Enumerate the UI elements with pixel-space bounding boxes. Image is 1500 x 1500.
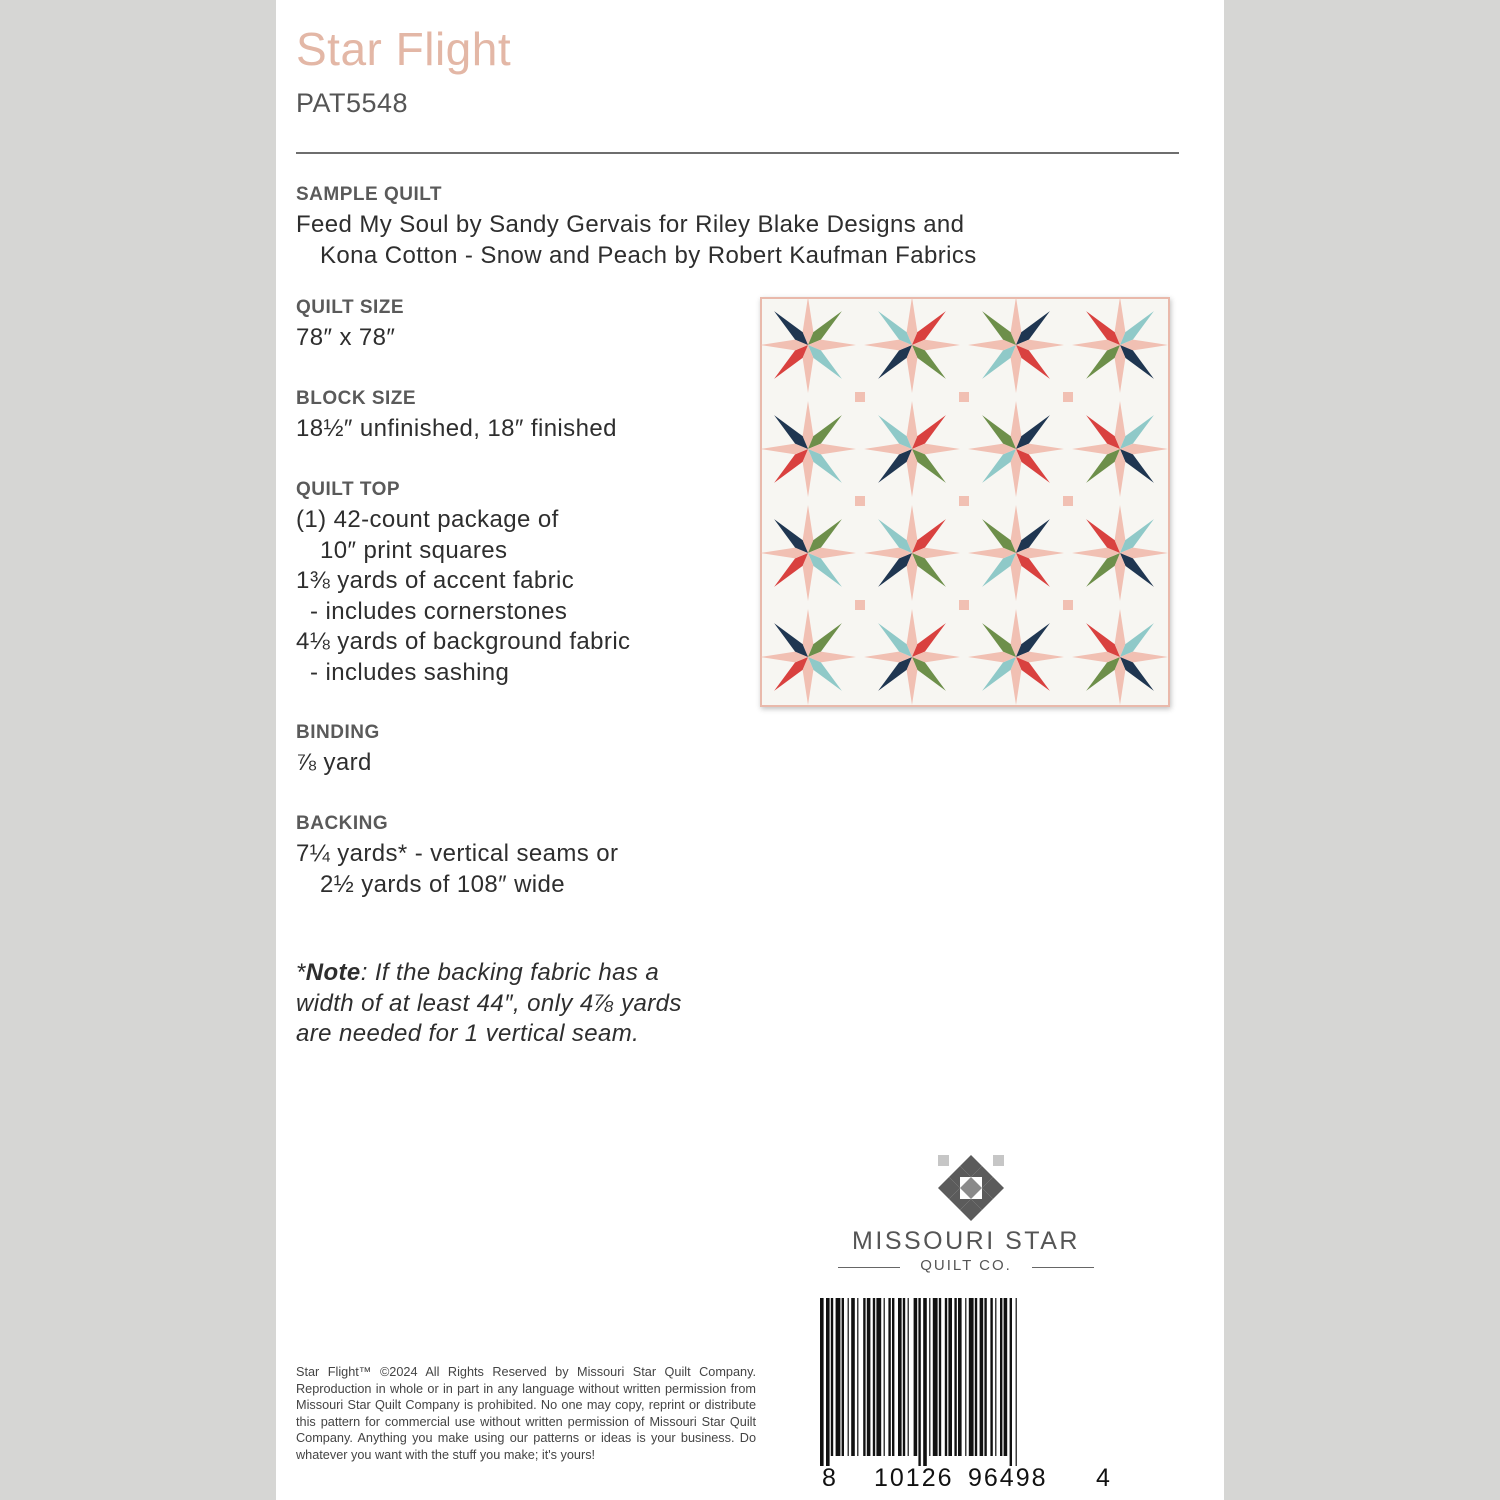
- cornerstone: [855, 496, 865, 506]
- pattern-back-cover: [276, 0, 1224, 1500]
- backing-heading: BACKING: [296, 813, 389, 834]
- barcode-bar: [903, 1298, 905, 1456]
- barcode-bar: [867, 1298, 871, 1456]
- barcode-bar: [939, 1298, 941, 1456]
- copyright-notice: Star Flight™ ©2024 All Rights Reserved by Missouri Star Quilt Company. Reproduction in whole or in part in any language without written permission from Missouri Star Quilt Company is prohibited. No one may copy, reprint or distribute this pattern for commercial use without written permission of Missouri Star Quilt Company. Anything you make using our patterns or ideas is your business. Do whatever you want with the stuff you make; it's yours!: [296, 1365, 756, 1462]
- barcode-bar: [995, 1298, 996, 1456]
- barcode-bar: [884, 1298, 885, 1456]
- barcode-bar: [980, 1298, 984, 1456]
- barcode-bar: [836, 1298, 841, 1456]
- quilt-top-line: 10″ print squares: [320, 536, 508, 564]
- sample-quilt-heading: SAMPLE QUILT: [296, 184, 443, 205]
- cornerstone: [959, 600, 969, 610]
- barcode-digit: 4: [1096, 1464, 1110, 1492]
- barcode-bar: [1010, 1298, 1012, 1466]
- quilt-size-heading: QUILT SIZE: [296, 297, 405, 318]
- barcode-bar: [948, 1298, 952, 1456]
- barcode-bar: [984, 1298, 986, 1456]
- star-block: [968, 297, 1064, 393]
- barcode-digits-left: 10126: [874, 1464, 954, 1492]
- backing-section: [296, 813, 618, 900]
- star-block: [864, 505, 960, 601]
- cornerstone: [959, 392, 969, 402]
- star-block: [1072, 609, 1168, 705]
- barcode-bar: [929, 1298, 930, 1456]
- block-size-heading: BLOCK SIZE: [296, 388, 417, 409]
- barcode-bar: [918, 1298, 920, 1466]
- note-asterisk: *: [296, 959, 306, 986]
- star-block: [864, 609, 960, 705]
- barcode-bar: [1016, 1298, 1017, 1466]
- barcode-bar: [842, 1298, 844, 1456]
- cornerstone: [1063, 496, 1073, 506]
- star-block: [864, 401, 960, 497]
- missouri-star-logo: [836, 1155, 1096, 1280]
- star-block: [864, 297, 960, 393]
- logo-rule-right: [1032, 1267, 1094, 1268]
- barcode-bar: [857, 1298, 858, 1456]
- barcode-bar: [831, 1298, 833, 1456]
- barcode-bar: [1000, 1298, 1002, 1456]
- barcode-bar: [908, 1298, 909, 1456]
- backing-text: [296, 839, 618, 900]
- quilt-size-value: 78″ x 78″: [296, 324, 396, 351]
- block-size-value: 18½″ unfinished, 18″ finished: [296, 415, 617, 442]
- barcode-bar: [1004, 1298, 1008, 1456]
- star-block: [968, 401, 1064, 497]
- star-block: [760, 401, 856, 497]
- block-size-section: [296, 388, 617, 445]
- brand-name: MISSOURI STAR: [852, 1227, 1080, 1255]
- barcode-bar: [969, 1298, 974, 1456]
- binding-section: [296, 722, 380, 779]
- star-logo-icon: [938, 1155, 1004, 1221]
- star-block: [968, 609, 1064, 705]
- sample-quilt-line: Kona Cotton - Snow and Peach by Robert Kaufman Fabrics: [320, 241, 977, 269]
- barcode-bar: [945, 1298, 947, 1456]
- sample-quilt-text: [296, 210, 977, 271]
- barcode-bar: [826, 1298, 830, 1466]
- barcode-bar: [873, 1298, 875, 1456]
- binding-heading: BINDING: [296, 722, 380, 743]
- cornerstone: [1063, 392, 1073, 402]
- note-text: : If the backing fabric has a width of at least 44″, only 4⅞ yards are needed for 1 vertical seam.: [296, 959, 682, 1047]
- barcode-bar: [933, 1298, 938, 1456]
- quilt-top-line: 1⅜ yards of accent fabric: [296, 567, 575, 594]
- divider: [296, 152, 1179, 154]
- quilt-top-section: [296, 479, 630, 688]
- star-block: [760, 297, 856, 393]
- barcode-bar: [876, 1298, 881, 1456]
- barcode: [816, 1298, 1116, 1498]
- barcode-bar: [863, 1298, 865, 1456]
- quilt-top-heading: QUILT TOP: [296, 479, 401, 500]
- barcode-bar: [888, 1298, 890, 1456]
- backing-line: 7¼ yards* - vertical seams or: [296, 840, 619, 867]
- barcode-bar: [965, 1298, 966, 1456]
- sample-quilt-line: Feed My Soul by Sandy Gervais for Riley Blake Designs and: [296, 211, 965, 238]
- binding-value: ⅞ yard: [296, 749, 372, 776]
- barcode-bar: [848, 1298, 849, 1456]
- note-label: Note: [305, 959, 361, 986]
- barcode-bar: [954, 1298, 956, 1456]
- barcode-bar: [923, 1298, 927, 1466]
- quilt-image: [760, 297, 1170, 707]
- brand-subtitle: QUILT CO.: [920, 1257, 1012, 1274]
- page-title: Star Flight: [296, 23, 512, 75]
- quilt-top-line: - includes cornerstones: [310, 597, 568, 625]
- quilt-top-line: - includes sashing: [310, 658, 510, 686]
- sample-quilt-section: [296, 184, 977, 271]
- quilt-size-section: [296, 297, 404, 354]
- barcode-digit: 8: [822, 1464, 836, 1492]
- star-block: [760, 505, 856, 601]
- quilt-top-line: (1) 42-count package of: [296, 506, 559, 533]
- cornerstone: [1063, 600, 1073, 610]
- barcode-bar: [820, 1298, 824, 1466]
- quilt-top-line: 4⅛ yards of background fabric: [296, 628, 631, 655]
- star-block: [1072, 401, 1168, 497]
- barcode-bar: [898, 1298, 902, 1456]
- cornerstone: [855, 600, 865, 610]
- backing-note: [296, 958, 716, 1050]
- star-block: [1072, 505, 1168, 601]
- star-block: [968, 505, 1064, 601]
- barcode-bars: [816, 1298, 1116, 1466]
- barcode-bar: [914, 1298, 918, 1456]
- pattern-code: PAT5548: [296, 88, 409, 118]
- barcode-bar: [851, 1298, 855, 1456]
- quilt-top-list: [296, 505, 630, 688]
- backing-line: 2½ yards of 108″ wide: [320, 870, 566, 898]
- star-block: [1072, 297, 1168, 393]
- cornerstone: [959, 496, 969, 506]
- star-block: [760, 609, 856, 705]
- barcode-bar: [990, 1298, 992, 1456]
- barcode-digits-right: 96498: [968, 1464, 1048, 1492]
- barcode-bar: [892, 1298, 894, 1456]
- barcode-bar: [958, 1298, 962, 1456]
- barcode-bar: [975, 1298, 977, 1456]
- cornerstone: [855, 392, 865, 402]
